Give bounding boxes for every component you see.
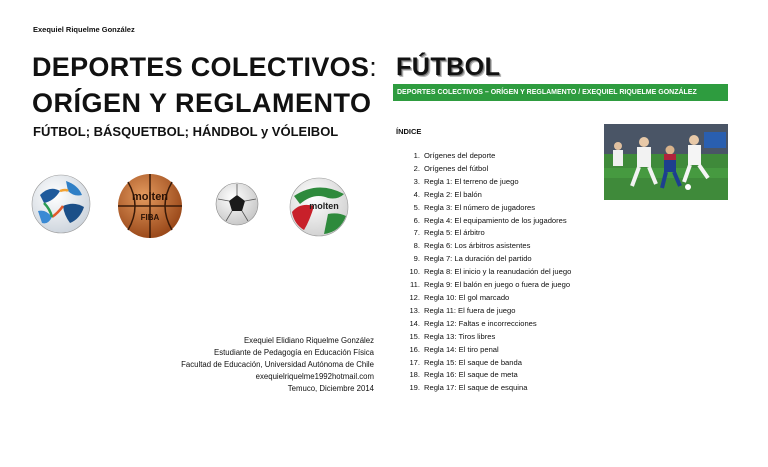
toc-item-number: 15. (409, 331, 420, 341)
toc-item-label: Regla 12: Faltas e incorrecciones (424, 318, 537, 328)
toc-item-label: Regla 2: El balón (424, 189, 482, 199)
toc-item (396, 382, 571, 395)
table-of-contents (396, 150, 571, 395)
toc-item-label: Regla 8: El inicio y la reanudación del juego (424, 267, 572, 277)
index-heading: ÍNDICE (396, 127, 422, 136)
toc-item (396, 331, 571, 344)
toc-item (396, 189, 571, 202)
toc-item (396, 369, 571, 382)
credits-line: exequielriquelme1992hotmail.com (255, 372, 374, 381)
toc-item-number: 2. (413, 163, 420, 173)
title-line-1-text: DEPORTES COLECTIVOS (32, 52, 370, 82)
main-title-line-2: ORÍGEN Y REGLAMENTO (32, 88, 372, 118)
toc-item-label: Regla 11: El fuera de juego (424, 305, 516, 315)
toc-item (396, 279, 571, 292)
toc-item-number: 11. (410, 280, 420, 290)
toc-item-number: 5. (413, 202, 420, 212)
toc-item-label: Regla 7: La duración del partido (424, 254, 532, 264)
basketball-icon (116, 172, 184, 240)
toc-item-label: Regla 17: El saque de esquina (424, 383, 528, 393)
toc-item (396, 215, 571, 228)
toc-item (396, 240, 571, 253)
toc-item-label: Regla 6: Los árbitros asistentes (424, 241, 531, 251)
toc-item (396, 202, 571, 215)
toc-item-label: Regla 16: El saque de meta (424, 370, 518, 380)
toc-item (396, 305, 571, 318)
toc-item (396, 344, 571, 357)
toc-item-number: 7. (413, 228, 420, 238)
toc-item-number: 12. (409, 292, 420, 302)
toc-item-label: Regla 9: El balón en juego o fuera de juego (424, 280, 571, 290)
toc-item-number: 9. (413, 254, 420, 264)
toc-item (396, 163, 571, 176)
toc-item-number: 18. (409, 370, 420, 380)
toc-item (396, 318, 571, 331)
section-title: FÚTBOL (396, 53, 501, 81)
toc-item (396, 150, 571, 163)
credits-line: Temuco, Diciembre 2014 (287, 384, 374, 393)
toc-item-number: 6. (413, 215, 420, 225)
toc-item-number: 17. (409, 357, 420, 367)
toc-item-label: Regla 14: El tiro penal (424, 344, 499, 354)
basketball-brand: molten (131, 191, 169, 203)
toc-item-label: Regla 13: Tiros libres (424, 331, 496, 341)
toc-item (396, 357, 571, 370)
toc-item-number: 14. (409, 318, 420, 328)
toc-item-number: 13. (409, 305, 420, 315)
toc-item-label: Regla 10: El gol marcado (424, 292, 510, 302)
toc-item-label: Regla 3: El número de jugadores (424, 202, 536, 212)
toc-item (396, 176, 571, 189)
section-banner: DEPORTES COLECTIVOS – ORÍGEN Y REGLAMENTO / EXEQUIEL RIQUELME GONZÁLEZ (393, 84, 728, 101)
title-colon: : (369, 52, 378, 82)
toc-item (396, 266, 571, 279)
basketball-tag: FIBA (140, 213, 160, 222)
toc-item-label: Regla 4: El equipamiento de los jugadores (424, 215, 567, 225)
toc-item-number: 10. (409, 267, 420, 277)
toc-item (396, 253, 571, 266)
toc-item-number: 16. (409, 344, 420, 354)
credits-line: Facultad de Educación, Universidad Autónoma de Chile (181, 360, 374, 369)
credits-line: Estudiante de Pedagogía en Educación Física (214, 348, 374, 357)
toc-item-label: Regla 15: El saque de banda (424, 357, 522, 367)
volleyball-brand: molten (309, 201, 339, 211)
main-title-line-1 (32, 52, 377, 83)
header-author: Exequiel Riquelme González (33, 25, 135, 34)
toc-item-label: Orígenes del fútbol (424, 163, 489, 173)
toc-item-number: 8. (413, 241, 420, 251)
subtitle: FÚTBOL; BÁSQUETBOL; HÁNDBOL y VÓLEIBOL (33, 124, 339, 139)
football-ball-icon (30, 173, 92, 235)
toc-item-number: 1. (413, 151, 420, 160)
toc-item-number: 4. (413, 189, 420, 199)
toc-item (396, 292, 571, 305)
toc-item-label: Regla 5: El árbitro (424, 228, 485, 238)
toc-item-label: Regla 1: El terreno de juego (424, 176, 519, 186)
handball-icon (214, 181, 260, 227)
credits-line: Exequiel Elidiano Riquelme González (243, 336, 374, 345)
toc-item (396, 227, 571, 240)
football-match-photo (604, 124, 728, 200)
toc-item-number: 3. (413, 176, 420, 186)
credits-block (150, 335, 374, 395)
volleyball-icon (288, 176, 350, 238)
toc-item-label: Orígenes del deporte (424, 151, 496, 160)
toc-item-number: 19. (409, 383, 420, 393)
